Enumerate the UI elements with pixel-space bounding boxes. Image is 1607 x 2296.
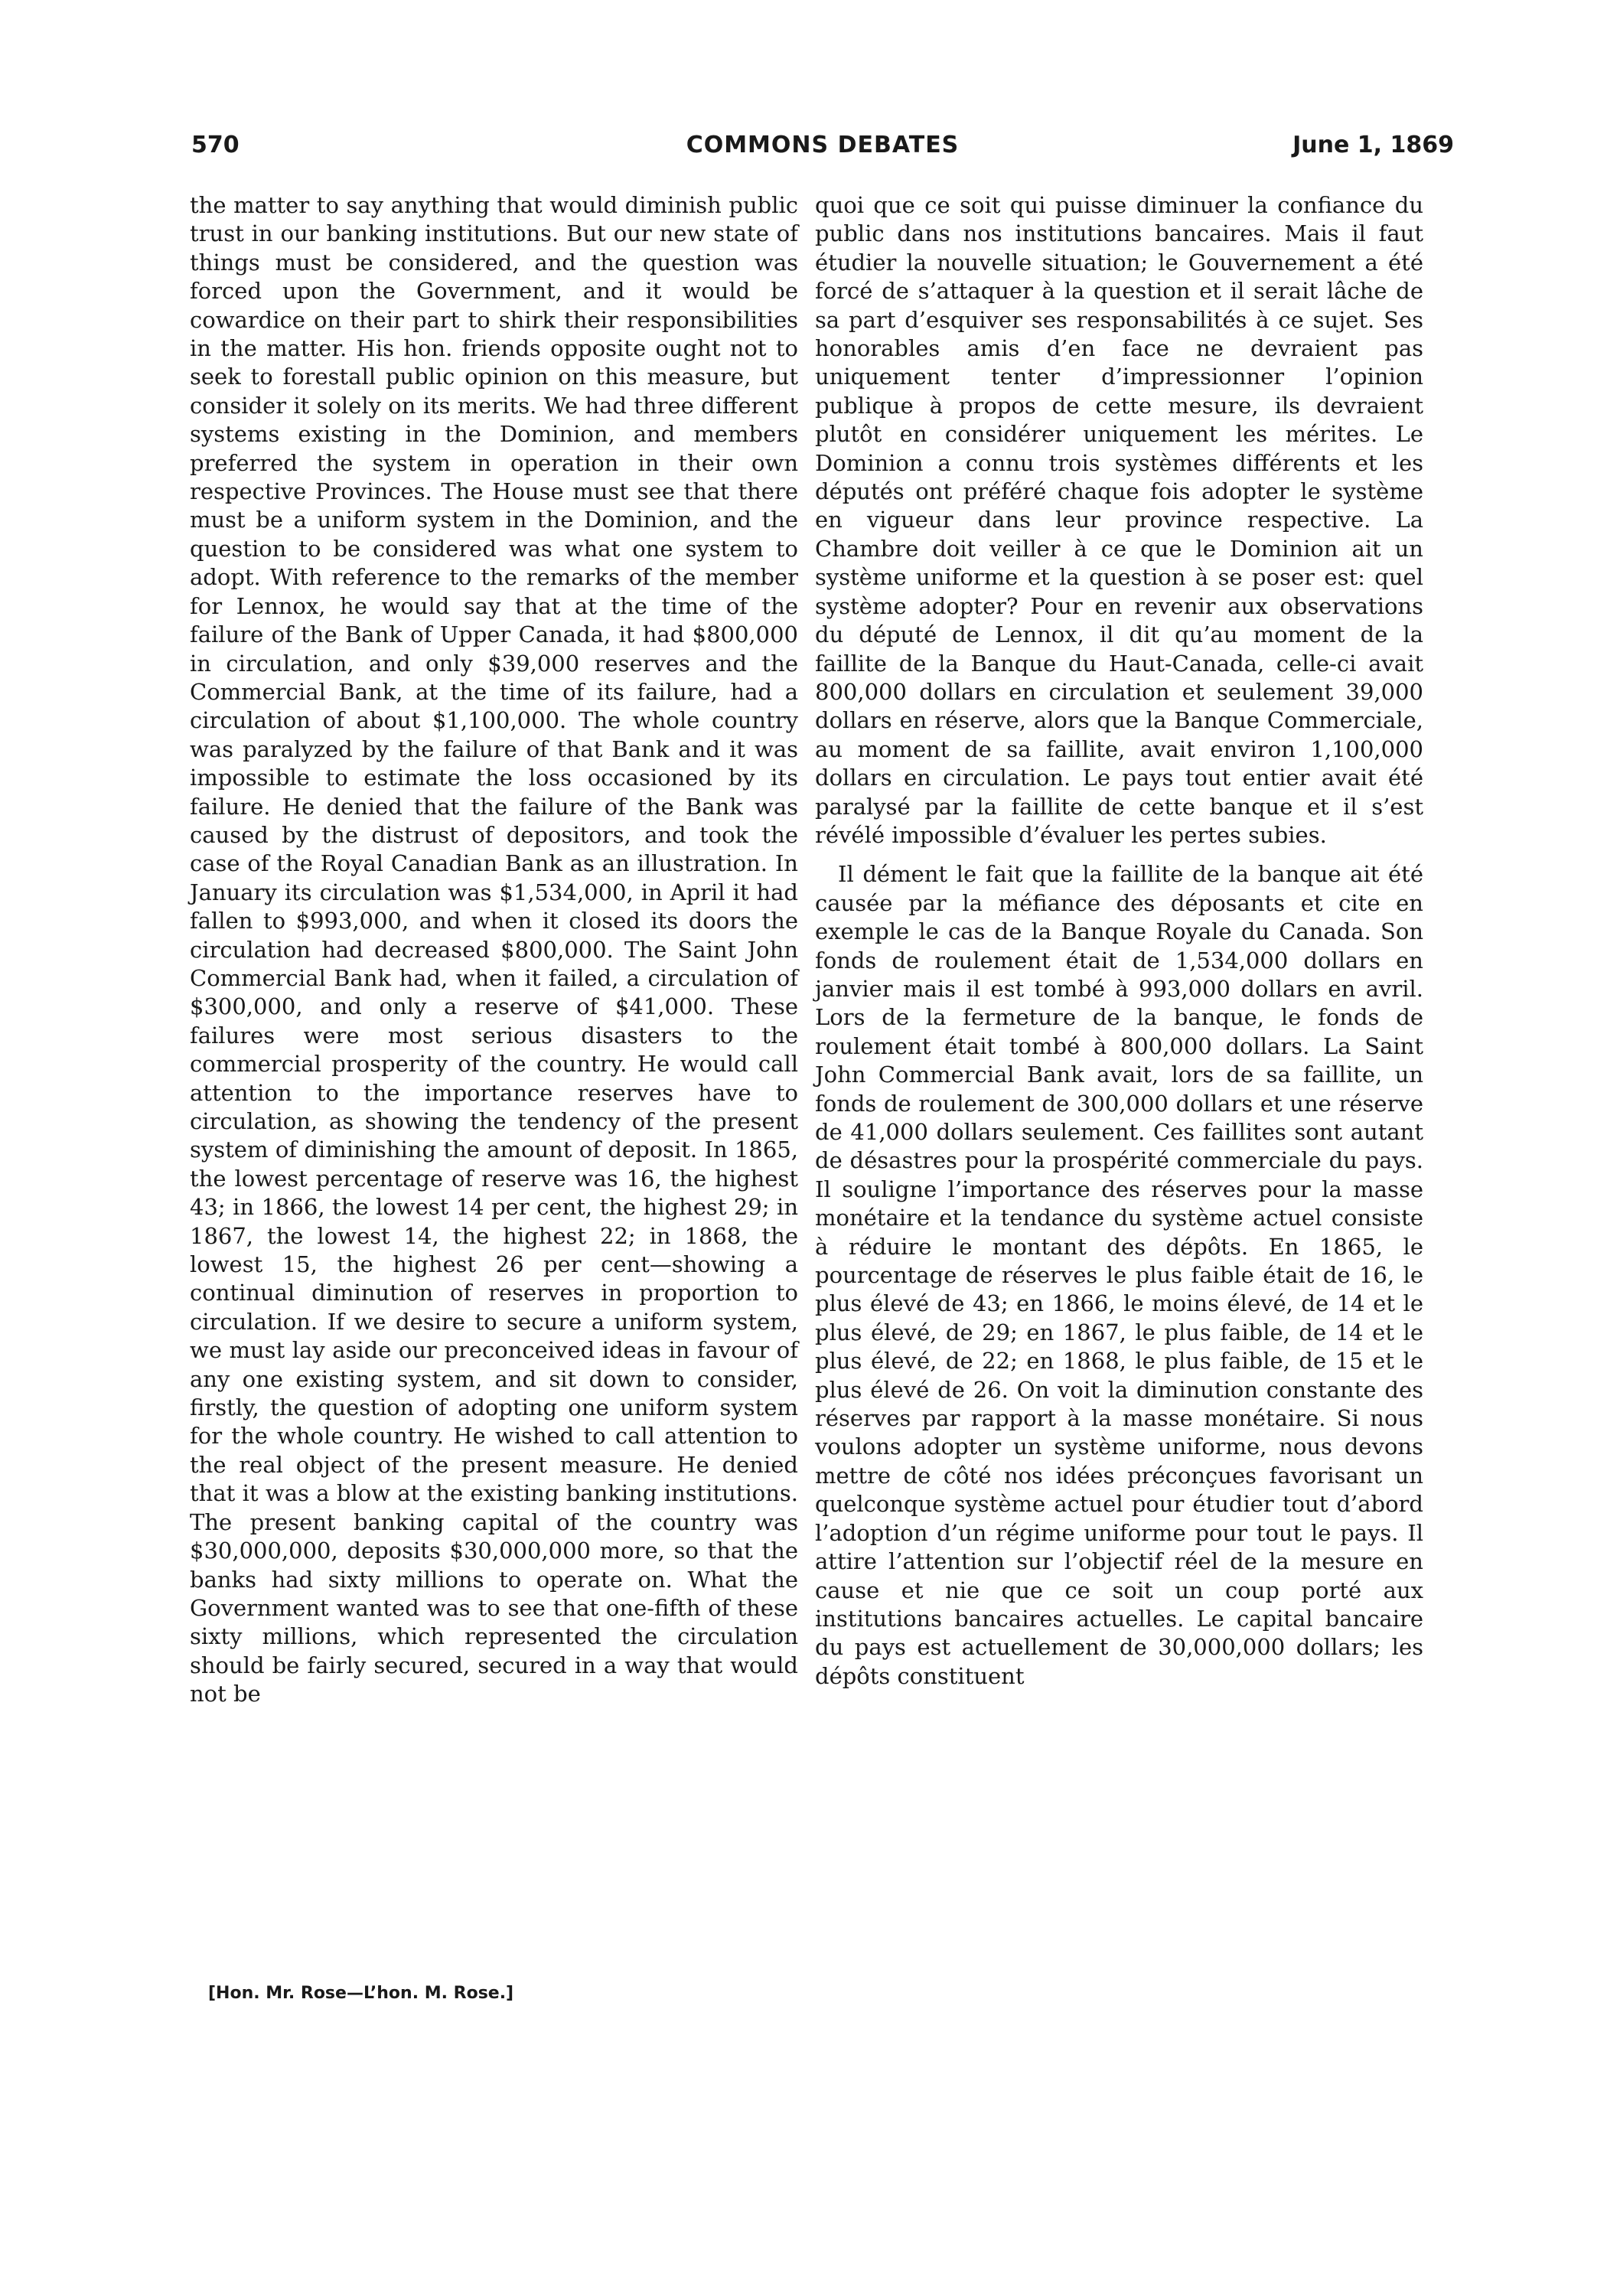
french-column [815,191,1423,1691]
page-number: 570 [191,132,240,158]
page-date: June 1, 1869 [1292,132,1454,158]
speaker-footnote: [Hon. Mr. Rose—L’hon. M. Rose.] [208,1984,514,2003]
publication-title: COMMONS DEBATES [686,132,960,158]
english-column [190,191,798,1709]
page-header [191,132,1454,170]
english-paragraph-1: the matter to say anything that would diminish public trust in our banking institutions. But our new state of things must be considered, and the question was forced upon the Government, and it would be cowardice on their part to shirk their responsibilities in the matter. His hon. friends opposite ought not to seek to forestall public opinion on this measure, but consider it solely on its merits. We had three different systems existing in the Dominion, and members preferred the system in operation in their own respective Provinces. The House must see that there must be a uniform system in the Dominion, and the question to be considered was what one system to adopt. With reference to the remarks of the member for Lennox, he would say that at the time of the failure of the Bank of Upper Canada, it had $800,000 in circulation, and only $39,000 reserves and the Commercial Bank, at the time of its failure, had a circulation of about $1,100,000. The whole country was paralyzed by the failure of that Bank and it was impossible to estimate the loss occasioned by its failure. He denied that the failure of the Bank was caused by the distrust of depositors, and took the case of the Royal Canadian Bank as an illustration. In January its circulation was $1,534,000, in April it had fallen to $993,000, and when it closed its doors the circulation had decreased $800,000. The Saint John Commercial Bank had, when it failed, a circulation of $300,000, and only a reserve of $41,000. These failures were most serious disasters to the commercial prosperity of the country. He would call attention to the importance reserves have to circulation, as showing the tendency of the present system of diminishing the amount of deposit. In 1865, the lowest percentage of reserve was 16, the highest 43; in 1866, the lowest 14 per cent, the highest 29; in 1867, the lowest 14, the highest 22; in 1868, the lowest 15, the highest 26 per cent—showing a continual diminution of reserves in proportion to circulation. If we desire to secure a uniform system, we must lay aside our preconceived ideas in favour of any one existing system, and sit down to consider, firstly, the question of adopting one uniform system for the whole country. He wished to call attention to the real object of the present measure. He denied that it was a blow at the existing banking institutions. The present banking capital of the country was $30,000,000, deposits $30,000,000 more, so that the banks had sixty millions to operate on. What the Government wanted was to see that one-fifth of these sixty millions, which represented the circulation should be fairly secured, secured in a way that would not be [190,192,798,1707]
french-paragraph-2: Il dément le fait que la faillite de la banque ait été causée par la méfiance des déposants et cite en exemple le cas de la Banque Royale du Canada. Son fonds de roulement était de 1,534,000 dollars en janvier mais il est tombé à 993,000 dollars en avril. Lors de la fermeture de la banque, le fonds de roulement était tombé à 800,000 dollars. La Saint John Commercial Bank avait, lors de sa faillite, un fonds de roulement de 300,000 dollars et une réserve de 41,000 dollars seulement. Ces faillites sont autant de désastres pour la prospérité commerciale du pays. Il souligne l’importance des réserves pour la masse monétaire et la tendance du système actuel consiste à réduire le montant des dépôts. En 1865, le pourcentage de réserves le plus faible était de 16, le plus élevé de 43; en 1866, le moins élevé, de 14 et le plus élevé, de 29; en 1867, le plus faible, de 14 et le plus élevé, de 22; en 1868, le plus faible, de 15 et le plus élevé de 26. On voit la diminution constante des réserves par rapport à la masse monétaire. Si nous voulons adopter un système uniforme, nous devons mettre de côté nos idées préconçues favorisant un quelconque système actuel pour étudier tout d’abord l’adoption d’un régime uniforme pour tout le pays. Il attire l’attention sur l’objectif réel de la mesure en cause et nie que ce soit un coup porté aux institutions bancaires actuelles. Le capital bancaire du pays est actuellement de 30,000,000 dollars; les dépôts constituent [815,861,1423,1689]
french-paragraph-1: quoi que ce soit qui puisse diminuer la confiance du public dans nos institutions bancaires. Mais il faut étudier la nouvelle situation; le Gouvernement a été forcé de s’attaquer à la question et il serait lâche de sa part d’esquiver ses responsabilités à ce sujet. Ses honorables amis d’en face ne devraient pas uniquement tenter d’impressionner l’opinion publique à propos de cette mesure, ils devraient plutôt en considérer uniquement les mérites. Le Dominion a connu trois systèmes différents et les députés ont préféré chaque fois adopter le système en vigueur dans leur province respective. La Chambre doit veiller à ce que le Dominion ait un système uniforme et la question à se poser est: quel système adopter? Pour en revenir aux observations du député de Lennox, il dit qu’au moment de la faillite de la Banque du Haut-Canada, celle-ci avait 800,000 dollars en circulation et seulement 39,000 dollars en réserve, alors que la Banque Commerciale, au moment de sa faillite, avait environ 1,100,000 dollars en circulation. Le pays tout entier avait été paralysé par la faillite de cette banque et il s’est révélé impossible d’évaluer les pertes subies. [815,192,1423,848]
